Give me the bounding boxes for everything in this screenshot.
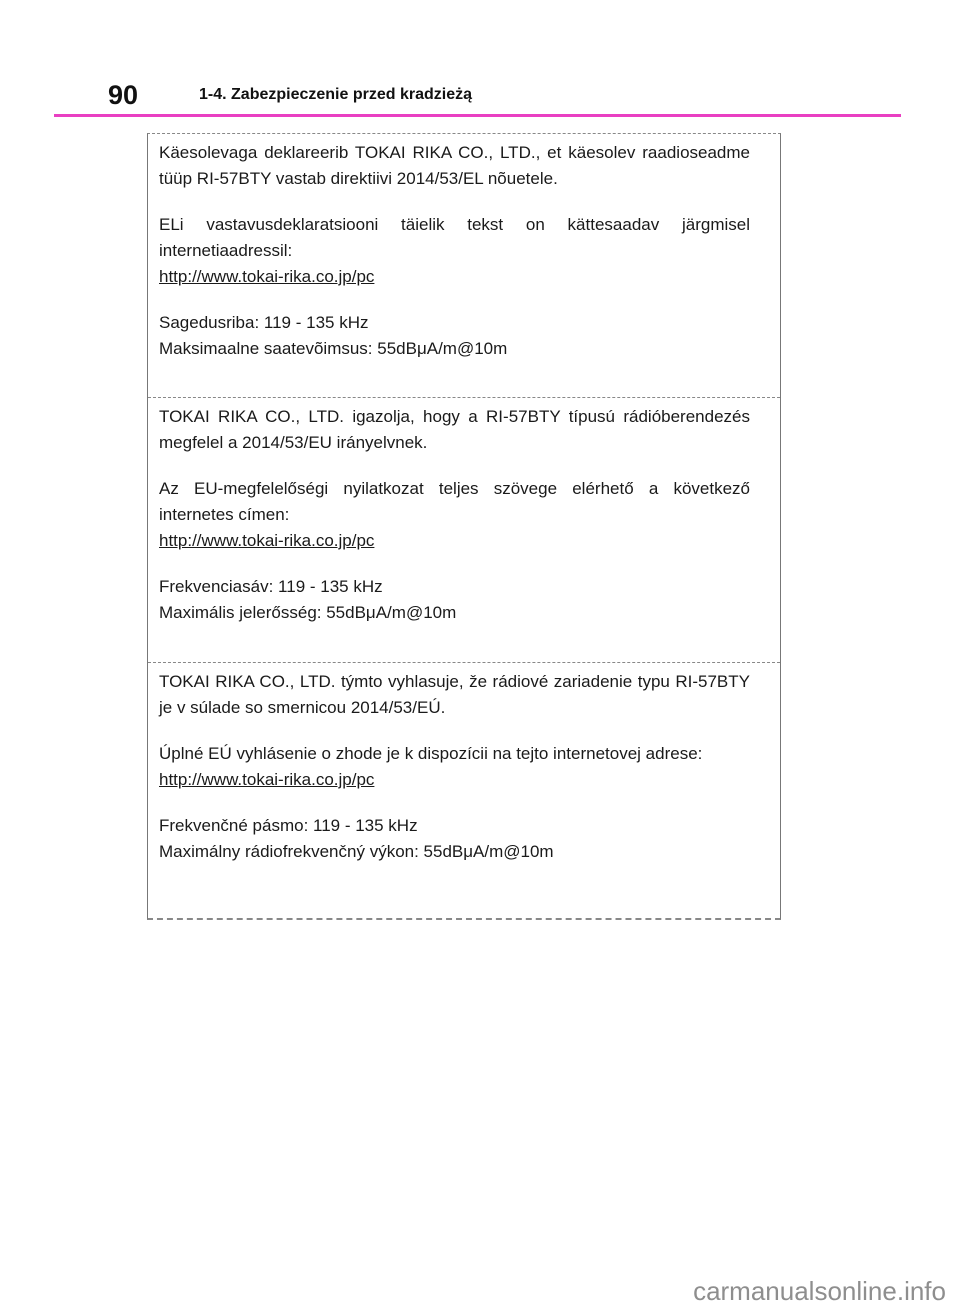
declaration-statement: TOKAI RIKA CO., LTD. igazolja, hogy a RI-57BTY típusú rádióberendezés megfelel a 2014/53/EU irányelvnek.	[159, 407, 750, 452]
frequency-band: Frekvenciasáv: 119 - 135 kHz	[159, 577, 383, 596]
declaration-statement: Käesolevaga deklareerib TOKAI RIKA CO., LTD., et käesolev raadioseadme tüüp RI-57BTY vastab direktiivi 2014/53/EL nõuetele.	[159, 143, 750, 188]
declaration-url-link[interactable]: http://www.tokai-rika.co.jp/pc	[159, 770, 375, 789]
declaration-section-slovak	[148, 662, 780, 919]
max-power: Maximálny rádiofrekvenčný výkon: 55dBμA/m@10m	[159, 842, 554, 861]
declaration-section-estonian	[148, 134, 780, 397]
declaration-url-link[interactable]: http://www.tokai-rika.co.jp/pc	[159, 267, 375, 286]
declaration-url-link[interactable]: http://www.tokai-rika.co.jp/pc	[159, 531, 375, 550]
header-divider	[54, 114, 901, 117]
max-power: Maximális jelerősség: 55dBμA/m@10m	[159, 603, 457, 622]
chapter-title: 1-4. Zabezpieczenie przed kradzieżą	[199, 86, 472, 103]
page-header	[54, 80, 901, 118]
max-power: Maksimaalne saatevõimsus: 55dBμA/m@10m	[159, 339, 508, 358]
page-number: 90	[108, 80, 139, 110]
frequency-band: Sagedusriba: 119 - 135 kHz	[159, 313, 369, 332]
frequency-band: Frekvenčné pásmo: 119 - 135 kHz	[159, 816, 418, 835]
declaration-box	[147, 133, 781, 920]
declaration-info: Úplné EÚ vyhlásenie o zhode je k dispozícii na tejto internetovej adrese:	[159, 744, 703, 763]
declaration-statement: TOKAI RIKA CO., LTD. týmto vyhlasuje, že rádiové zariadenie typu RI-57BTY je v súlade so smernicou 2014/53/EÚ.	[159, 672, 750, 717]
declaration-info: Az EU-megfelelőségi nyilatkozat teljes szövege elérhető a következő internetes címen:	[159, 479, 750, 524]
declaration-section-hungarian	[148, 397, 780, 662]
watermark: carmanualsonline.info	[693, 1276, 946, 1306]
declaration-info: ELi vastavusdeklaratsiooni täielik tekst on kättesaadav järgmisel internetiaadressil:	[159, 215, 750, 260]
